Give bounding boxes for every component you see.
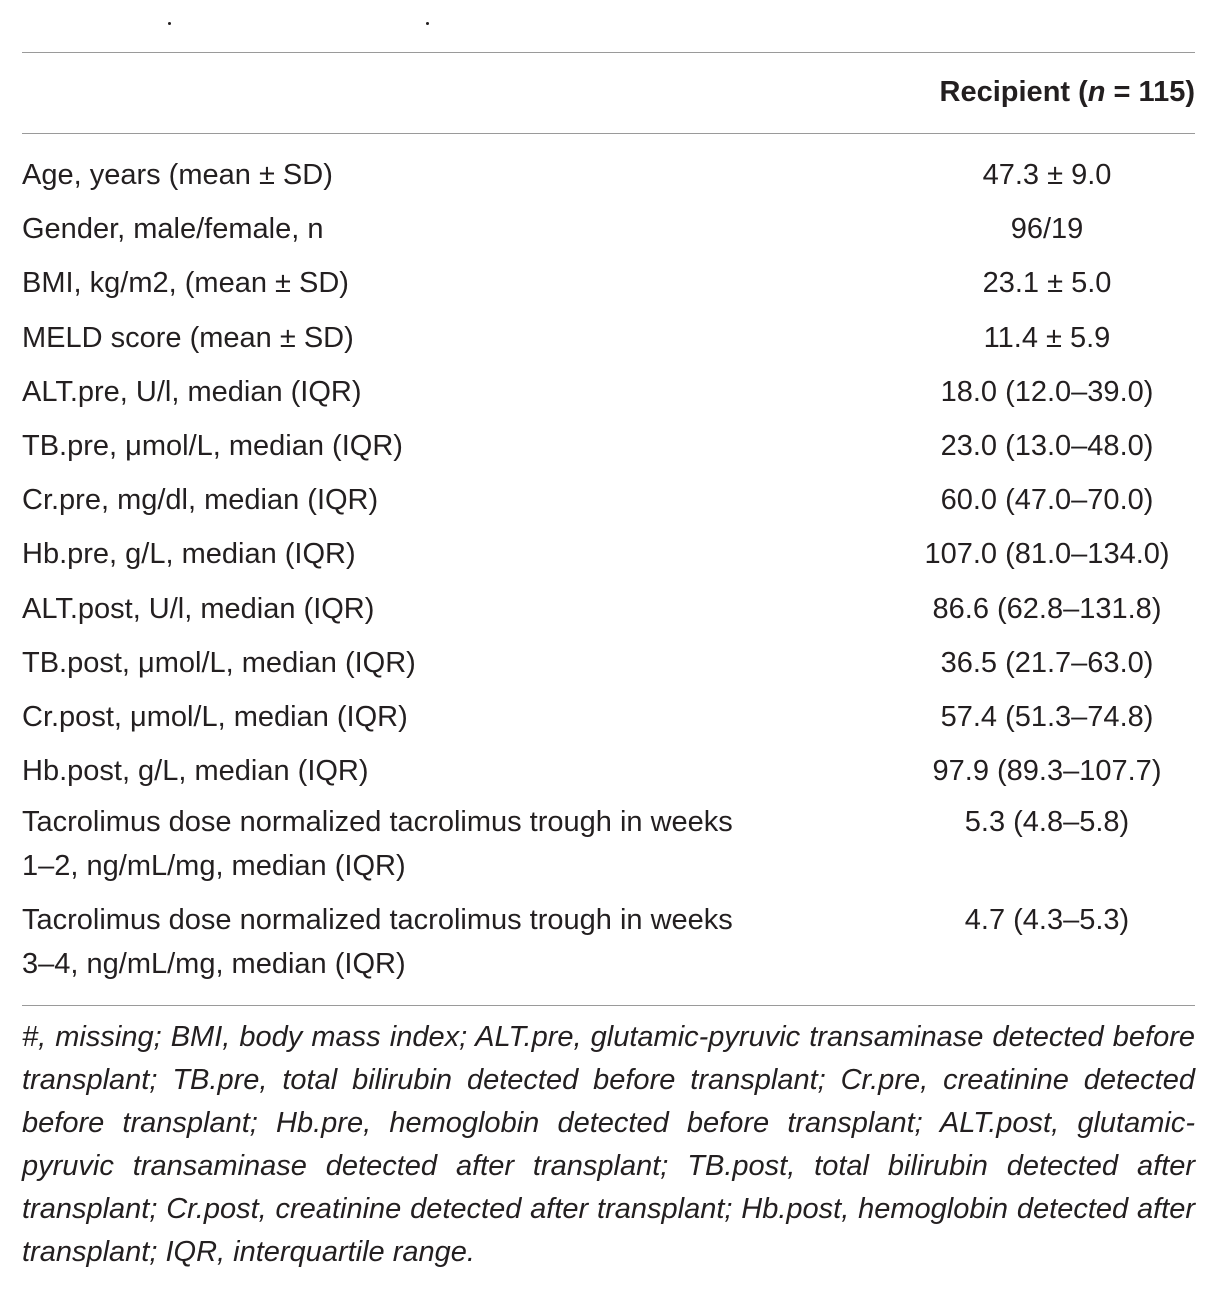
- row-label: Tacrolimus dose normalized tacrolimus trough in weeks 1–2, ng/mL/mg, median (IQR): [22, 806, 733, 883]
- row-label: TB.post, μmol/L, median (IQR): [22, 646, 416, 679]
- header-suffix: = 115): [1105, 76, 1195, 108]
- table-row: [22, 638, 1195, 692]
- header-rule: [22, 133, 1195, 134]
- row-value: 107.0 (81.0–134.0): [924, 538, 1170, 571]
- row-value: 47.3 ± 9.0: [982, 159, 1112, 191]
- row-value: 5.3 (4.8–5.8): [964, 806, 1130, 839]
- row-label: TB.pre, μmol/L, median (IQR): [22, 429, 403, 462]
- row-value: 23.1 ± 5.0: [982, 267, 1112, 300]
- table-row: [22, 475, 1195, 529]
- table-row: [22, 313, 1195, 367]
- row-label: ALT.pre, U/l, median (IQR): [22, 375, 362, 408]
- table-row: [22, 800, 1195, 898]
- row-value: 96/19: [1010, 213, 1084, 246]
- row-label: Cr.pre, mg/dl, median (IQR): [22, 484, 379, 517]
- row-label: Hb.post, g/L, median (IQR): [22, 755, 369, 788]
- table-body: [22, 150, 1195, 996]
- row-label: Gender, male/female, n: [22, 213, 324, 246]
- cropped-text-remnant: [0, 4, 1221, 34]
- table-row: [22, 746, 1195, 800]
- table-top-rule: [22, 52, 1195, 53]
- table-row: [22, 692, 1195, 746]
- row-label: MELD score (mean ± SD): [22, 321, 354, 354]
- row-label: Hb.pre, g/L, median (IQR): [22, 538, 356, 571]
- table-row: [22, 258, 1195, 312]
- row-value: 18.0 (12.0–39.0): [940, 375, 1154, 408]
- row-value: 11.4 ± 5.9: [983, 321, 1111, 354]
- row-value: 57.4 (51.3–74.8): [940, 700, 1154, 733]
- table-row: [22, 529, 1195, 583]
- row-value: 86.6 (62.8–131.8): [932, 592, 1162, 625]
- row-label: Cr.post, μmol/L, median (IQR): [22, 700, 408, 733]
- row-value: 60.0 (47.0–70.0): [940, 484, 1154, 517]
- header-n-symbol: n: [1087, 76, 1106, 108]
- remnant-dot: [426, 22, 429, 25]
- remnant-dot: [168, 22, 171, 25]
- header-prefix: Recipient (: [939, 76, 1088, 108]
- row-label: BMI, kg/m2, (mean ± SD): [22, 267, 349, 300]
- table-row: [22, 898, 1195, 996]
- table-footnote: #, missing; BMI, body mass index; ALT.pre, glutamic-pyruvic transaminase detected before transplant; TB.pre, total bilirubin detected before transplant; Cr.pre, creatinine detected before transplant; Hb.pre, hemoglobin detected before transplant; ALT.post, glutamic-pyruvic transaminase detected after transplant; TB.post, total bilirubin detected after transplant; Cr.post, creatinine detected after transplant; Hb.post, hemoglobin detected after transplant; IQR, interquartile range.: [22, 1021, 1195, 1268]
- table-row: [22, 584, 1195, 638]
- row-value: 36.5 (21.7–63.0): [940, 646, 1154, 679]
- table-row: [22, 204, 1195, 258]
- table-row: [22, 421, 1195, 475]
- footnote-rule: [22, 1005, 1195, 1006]
- table-row: [22, 367, 1195, 421]
- row-value: 97.9 (89.3–107.7): [932, 755, 1162, 788]
- row-label: Age, years (mean ± SD): [22, 159, 333, 191]
- row-label: Tacrolimus dose normalized tacrolimus trough in weeks 3–4, ng/mL/mg, median (IQR): [22, 904, 733, 981]
- table-row: [22, 150, 1195, 204]
- row-value: 23.0 (13.0–48.0): [940, 429, 1154, 462]
- column-header-recipient: [940, 70, 1195, 114]
- row-label: ALT.post, U/l, median (IQR): [22, 592, 375, 625]
- row-value: 4.7 (4.3–5.3): [964, 904, 1130, 937]
